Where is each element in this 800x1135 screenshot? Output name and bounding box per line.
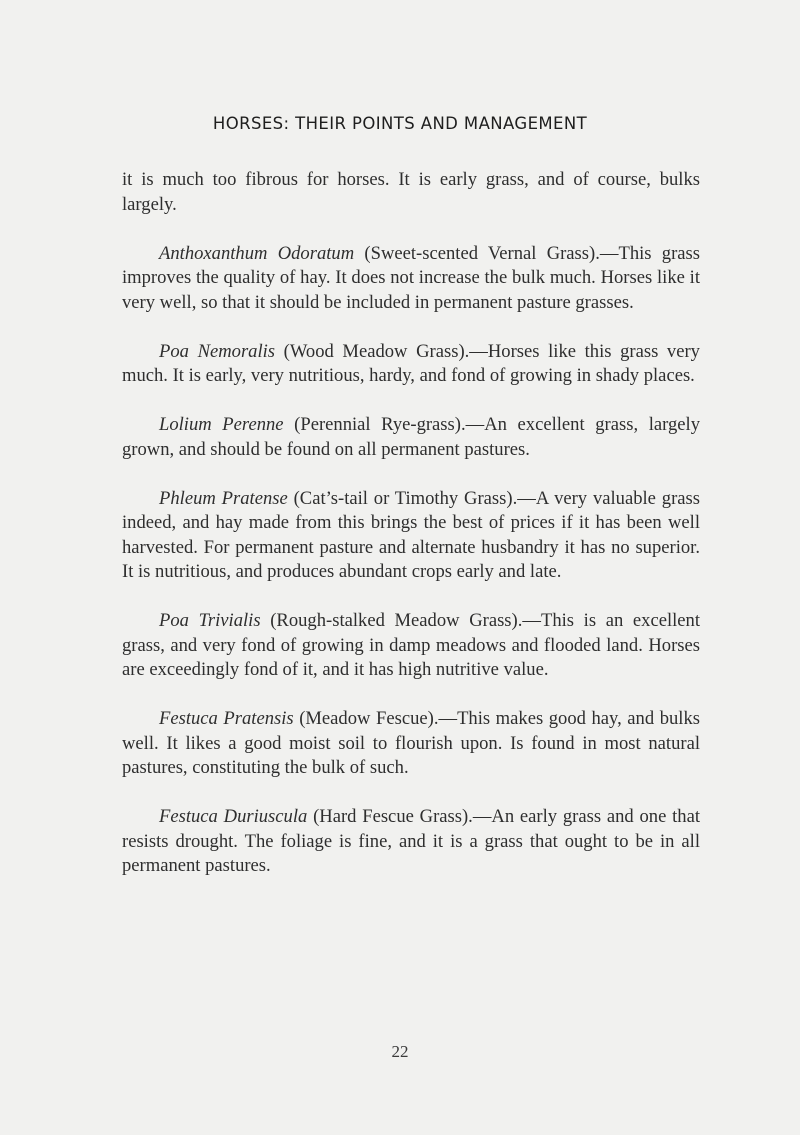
entry-text: (Hard Fescue Grass).—An early grass and one that resists drought. The foliage is fine, and it is a grass that ought to be in all permanent pastures. — [122, 806, 700, 876]
latin-name: Poa Trivialis — [159, 610, 261, 631]
entry-text: (Sweet-scented Vernal Grass).—This grass improves the quality of hay. It does not increase the bulk much. Horses like it very well, so that it should be included in permanent pasture grasses. — [122, 242, 700, 313]
latin-name: Phleum Pratense — [159, 487, 288, 509]
paragraph-text: it is much too fibrous for horses. It is early grass, and of course, bulks largely. — [122, 169, 700, 215]
paragraph-continuation — [122, 168, 700, 217]
entry-phleum-pratense — [122, 487, 700, 585]
latin-name: Poa Nemoralis — [159, 340, 276, 362]
entry-poa-trivialis — [122, 609, 700, 683]
entry-festuca-duriuscula — [122, 805, 700, 879]
running-head: HORSES: THEIR POINTS AND MANAGEMENT — [212, 114, 588, 133]
latin-name: Anthoxanthum Odoratum — [159, 242, 355, 264]
page-number: 22 — [391, 1042, 409, 1061]
entry-text: (Meadow Fescue).—This makes good hay, and bulks well. It likes a good moist soil to flourish upon. Is found in most natural pastures, constituting the bulk of such. — [122, 708, 700, 778]
entry-text: (Wood Meadow Grass).—Horses like this grass very much. It is early, very nutritious, hardy, and fond of growing in shady places. — [122, 340, 700, 386]
latin-name: Festuca Pratensis — [159, 708, 294, 729]
entry-text: (Rough-stalked Meadow Grass).—This is an excellent grass, and very fond of growing in damp meadows and flooded land. Horses are exceedingly fond of it, and it has high nutritive value. — [122, 610, 700, 680]
entry-poa-nemoralis — [122, 340, 700, 389]
body-text — [122, 168, 700, 903]
entry-text: (Cat’s-tail or Timothy Grass).—A very valuable grass indeed, and hay made from this brings the best of prices if it has been well harvested. For permanent pasture and alternate husbandry it has no superior. It is nutritious, and produces abundant crops early and late. — [122, 487, 700, 582]
entry-lolium-perenne — [122, 413, 700, 462]
entry-festuca-pratensis — [122, 707, 700, 781]
latin-name: Lolium Perenne — [159, 414, 284, 435]
latin-name: Festuca Duriuscula — [159, 806, 308, 827]
entry-text: (Perennial Rye-grass).—An excellent grass, largely grown, and should be found on all permanent pastures. — [122, 414, 700, 460]
entry-anthoxanthum-odoratum — [122, 242, 700, 316]
